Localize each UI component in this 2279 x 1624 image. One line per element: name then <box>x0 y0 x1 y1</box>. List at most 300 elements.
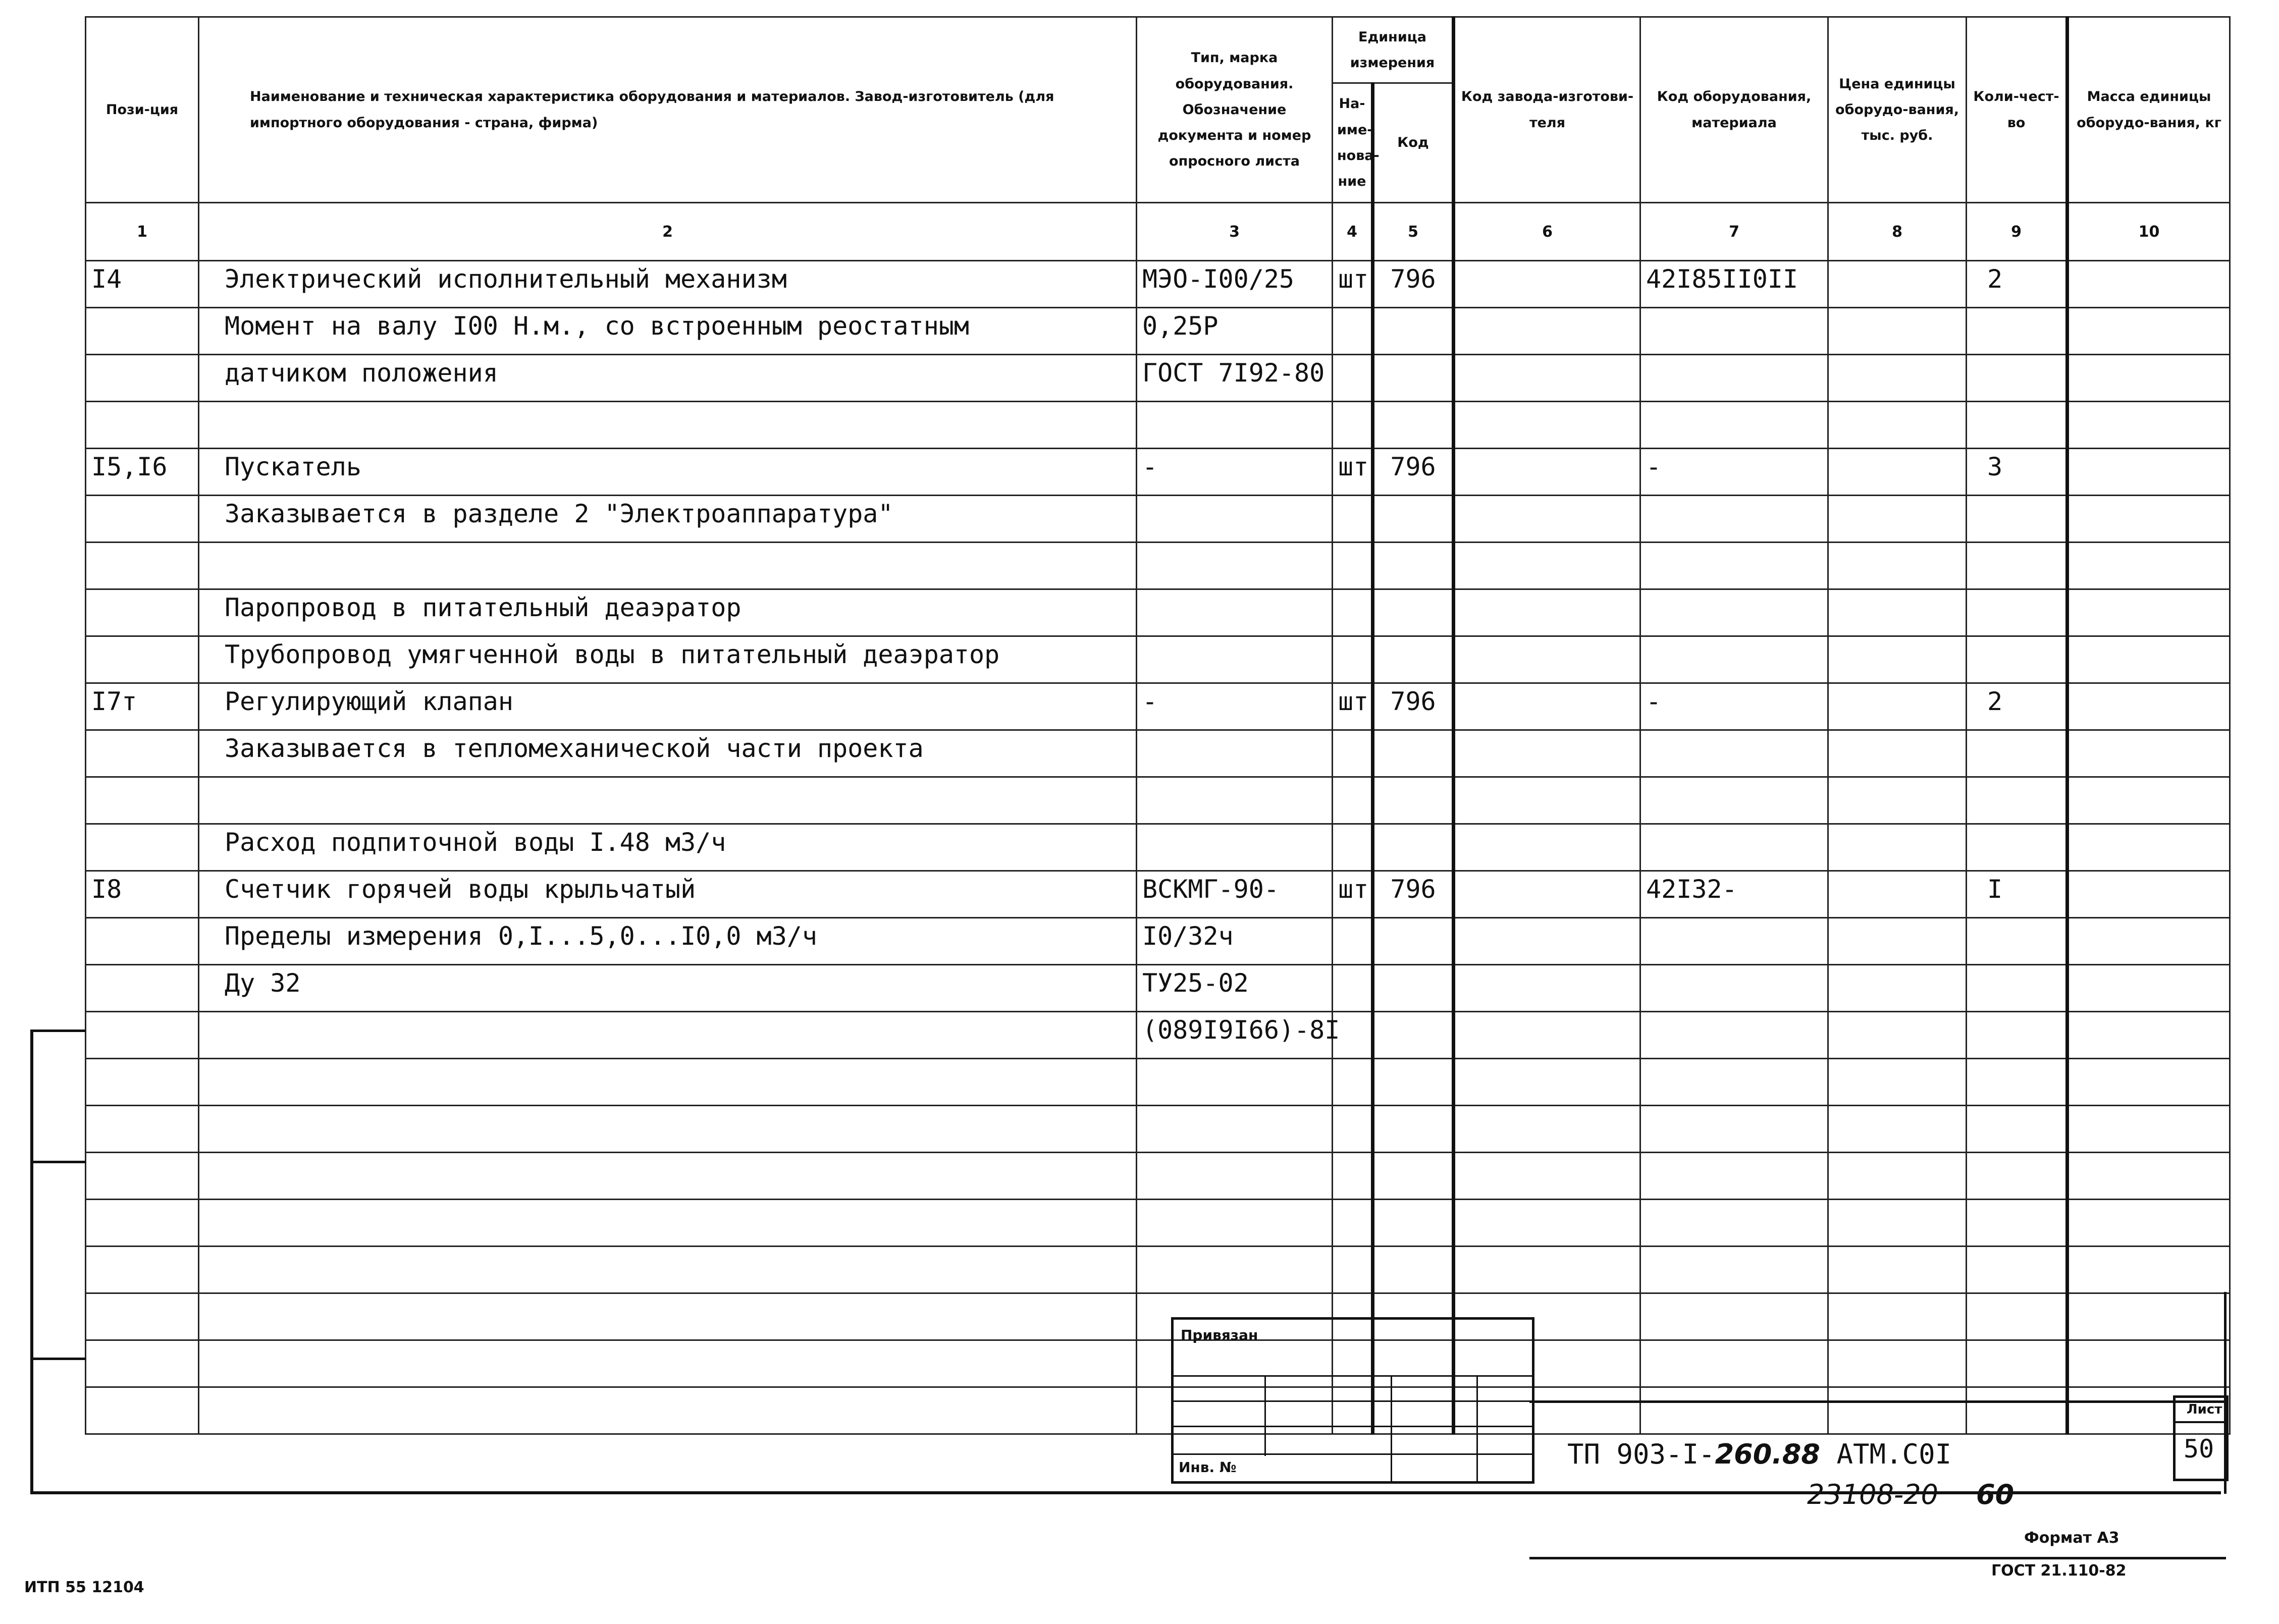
header-unit-name: На-име-нова-ние <box>1333 83 1373 203</box>
cell-unit-name: шт <box>1333 449 1373 496</box>
cell-plant-code <box>1454 1153 1640 1200</box>
column-number: 6 <box>1454 203 1640 261</box>
cell-price <box>1828 543 1967 589</box>
header-unit-group: Единица измерения <box>1333 17 1454 83</box>
cell-equipment-code <box>1640 543 1828 589</box>
cell-price <box>1828 1293 1967 1340</box>
cell-mass <box>2068 1200 2230 1247</box>
cell-position: I7т <box>86 683 199 730</box>
bound-stamp <box>1171 1317 1534 1484</box>
cell-type <box>1137 730 1333 777</box>
cell-type <box>1137 1106 1333 1153</box>
cell-quantity <box>1967 1340 2068 1387</box>
cell-mass <box>2068 777 2230 824</box>
cell-unit-code <box>1373 589 1454 636</box>
table-row <box>86 308 2230 355</box>
cell-quantity <box>1967 1153 2068 1200</box>
cell-unit-name <box>1333 918 1373 965</box>
cell-unit-name <box>1333 1106 1373 1153</box>
cell-type <box>1137 1153 1333 1200</box>
cell-name <box>199 1387 1137 1434</box>
cell-plant-code <box>1454 496 1640 543</box>
cell-price <box>1828 871 1967 918</box>
table-row <box>86 589 2230 636</box>
cell-type <box>1137 824 1333 871</box>
standard-label: ГОСТ 21.110-82 <box>1991 1562 2127 1580</box>
cell-unit-name <box>1333 965 1373 1012</box>
cell-type <box>1137 402 1333 449</box>
cell-name: Ду 32 <box>199 965 1137 1012</box>
cell-equipment-code <box>1640 1293 1828 1340</box>
cell-unit-code: 796 <box>1373 449 1454 496</box>
cell-position: I4 <box>86 261 199 308</box>
cell-price <box>1828 918 1967 965</box>
cell-equipment-code <box>1640 1387 1828 1434</box>
cell-quantity <box>1967 308 2068 355</box>
table-row <box>86 683 2230 730</box>
cell-plant-code <box>1454 918 1640 965</box>
sheet-box-divider <box>2176 1421 2226 1423</box>
cell-price <box>1828 730 1967 777</box>
cell-position <box>86 1153 199 1200</box>
cell-equipment-code <box>1640 730 1828 777</box>
cell-type <box>1137 1200 1333 1247</box>
cell-position <box>86 636 199 683</box>
cell-name: Пределы измерения 0,I...5,0...I0,0 м3/ч <box>199 918 1137 965</box>
cell-position <box>86 589 199 636</box>
cell-name: Паропровод в питательный деаэратор <box>199 589 1137 636</box>
table-row <box>86 543 2230 589</box>
cell-plant-code <box>1454 871 1640 918</box>
cell-mass <box>2068 918 2230 965</box>
cell-position <box>86 777 199 824</box>
cell-mass <box>2068 402 2230 449</box>
cell-quantity <box>1967 1387 2068 1434</box>
cell-position: I8 <box>86 871 199 918</box>
cell-quantity <box>1967 589 2068 636</box>
cell-price <box>1828 308 1967 355</box>
header-type: Тип, марка оборудования. Обозначение документа и номер опросного листа <box>1137 17 1333 203</box>
cell-unit-code <box>1373 1106 1454 1153</box>
cell-position <box>86 824 199 871</box>
cell-position <box>86 1387 199 1434</box>
cell-name: датчиком положения <box>199 355 1137 402</box>
cell-mass <box>2068 589 2230 636</box>
cell-plant-code <box>1454 355 1640 402</box>
cell-quantity <box>1967 1200 2068 1247</box>
cell-position <box>86 965 199 1012</box>
cell-unit-name <box>1333 355 1373 402</box>
cell-plant-code <box>1454 730 1640 777</box>
table-row <box>86 402 2230 449</box>
cell-quantity: I <box>1967 871 2068 918</box>
sheet-number-box <box>2173 1395 2229 1481</box>
cell-mass <box>2068 824 2230 871</box>
cell-equipment-code <box>1640 1059 1828 1106</box>
cell-quantity <box>1967 824 2068 871</box>
column-number: 10 <box>2068 203 2230 261</box>
cell-equipment-code <box>1640 1247 1828 1293</box>
header-equipment-code: Код оборудования, материала <box>1640 17 1828 203</box>
cell-name: Электрический исполнительный механизм <box>199 261 1137 308</box>
cell-price <box>1828 1200 1967 1247</box>
table-row <box>86 965 2230 1012</box>
cell-name <box>199 402 1137 449</box>
cell-equipment-code <box>1640 777 1828 824</box>
cell-price <box>1828 1340 1967 1387</box>
cell-unit-name: шт <box>1333 683 1373 730</box>
cell-unit-name: шт <box>1333 261 1373 308</box>
cell-name: Регулирующий клапан <box>199 683 1137 730</box>
cell-unit-name <box>1333 589 1373 636</box>
cell-position <box>86 730 199 777</box>
cell-unit-name <box>1333 777 1373 824</box>
document-code <box>1567 1438 1951 1470</box>
cell-equipment-code <box>1640 589 1828 636</box>
cell-type: (089I9I66)-8I <box>1137 1012 1333 1059</box>
table-row <box>86 1153 2230 1200</box>
cell-price <box>1828 1106 1967 1153</box>
cell-position <box>86 918 199 965</box>
document-code-handwritten: 260.88 <box>1715 1438 1820 1470</box>
stamp-row-line <box>1174 1426 1532 1427</box>
table-row <box>86 261 2230 308</box>
table-row <box>86 636 2230 683</box>
cell-plant-code <box>1454 777 1640 824</box>
cell-unit-code <box>1373 1153 1454 1200</box>
cell-type: ГОСТ 7I92-80 <box>1137 355 1333 402</box>
cell-type: - <box>1137 449 1333 496</box>
stamp-row-line <box>1174 1400 1532 1402</box>
header-quantity: Коли-чест-во <box>1967 17 2068 203</box>
cell-price <box>1828 261 1967 308</box>
cell-position <box>86 1012 199 1059</box>
cell-type <box>1137 777 1333 824</box>
cell-quantity <box>1967 402 2068 449</box>
cell-mass <box>2068 261 2230 308</box>
column-number: 1 <box>86 203 199 261</box>
cell-unit-code <box>1373 824 1454 871</box>
left-margin-tick <box>30 1358 86 1360</box>
cell-plant-code <box>1454 683 1640 730</box>
cell-unit-code <box>1373 308 1454 355</box>
cell-price <box>1828 1153 1967 1200</box>
cell-mass <box>2068 871 2230 918</box>
stamp-row-line <box>1174 1453 1532 1455</box>
cell-unit-code: 796 <box>1373 261 1454 308</box>
cell-type: I0/32ч <box>1137 918 1333 965</box>
cell-mass <box>2068 1059 2230 1106</box>
left-margin-tick <box>30 1030 86 1032</box>
cell-position <box>86 1200 199 1247</box>
cell-position <box>86 543 199 589</box>
cell-equipment-code: - <box>1640 683 1828 730</box>
cell-quantity <box>1967 777 2068 824</box>
cell-quantity <box>1967 543 2068 589</box>
table-row <box>86 1340 2230 1387</box>
cell-quantity: 3 <box>1967 449 2068 496</box>
cell-plant-code <box>1454 261 1640 308</box>
cell-equipment-code: 42I32- <box>1640 871 1828 918</box>
column-number: 8 <box>1828 203 1967 261</box>
cell-name <box>199 1153 1137 1200</box>
cell-unit-name <box>1333 730 1373 777</box>
cell-position <box>86 1106 199 1153</box>
cell-unit-name <box>1333 1153 1373 1200</box>
cell-type <box>1137 543 1333 589</box>
cell-position <box>86 1247 199 1293</box>
header-mass: Масса единицы оборудо-вания, кг <box>2068 17 2230 203</box>
table-row <box>86 449 2230 496</box>
cell-type: МЭО-I00/25 <box>1137 261 1333 308</box>
cell-name: Пускатель <box>199 449 1137 496</box>
cell-name <box>199 1293 1137 1340</box>
stamp-col-line <box>1391 1375 1392 1481</box>
table-row <box>86 871 2230 918</box>
document-code-suffix: АТМ.С0I <box>1820 1438 1952 1470</box>
cell-price <box>1828 1247 1967 1293</box>
cell-plant-code <box>1454 589 1640 636</box>
cell-quantity <box>1967 965 2068 1012</box>
table-row <box>86 1293 2230 1340</box>
column-number: 7 <box>1640 203 1828 261</box>
cell-type <box>1137 636 1333 683</box>
table-row <box>86 496 2230 543</box>
left-margin-line <box>30 1030 33 1494</box>
cell-name: Заказывается в разделе 2 "Электроаппаратура" <box>199 496 1137 543</box>
cell-price <box>1828 1012 1967 1059</box>
cell-plant-code <box>1454 402 1640 449</box>
cell-plant-code <box>1454 824 1640 871</box>
cell-unit-code <box>1373 1059 1454 1106</box>
cell-mass <box>2068 636 2230 683</box>
inv-label: Инв. № <box>1179 1459 1237 1476</box>
sheet-number: 50 <box>2184 1434 2214 1464</box>
cell-mass <box>2068 730 2230 777</box>
cell-name <box>199 1059 1137 1106</box>
cell-unit-name <box>1333 636 1373 683</box>
cell-mass <box>2068 1153 2230 1200</box>
print-code: ИТП 55 12104 <box>24 1579 144 1596</box>
cell-unit-name <box>1333 1200 1373 1247</box>
table-row <box>86 1200 2230 1247</box>
header-name: Наименование и техническая характеристика оборудования и материалов. Завод-изготовитель (для импортного оборудования - страна, фирма) <box>199 17 1137 203</box>
cell-type: - <box>1137 683 1333 730</box>
cell-quantity: 2 <box>1967 261 2068 308</box>
cell-name: Расход подпиточной воды I.48 м3/ч <box>199 824 1137 871</box>
cell-unit-code: 796 <box>1373 871 1454 918</box>
cell-quantity <box>1967 1106 2068 1153</box>
table-row <box>86 824 2230 871</box>
cell-unit-code <box>1373 918 1454 965</box>
cell-mass <box>2068 449 2230 496</box>
cell-mass <box>2068 683 2230 730</box>
cell-price <box>1828 636 1967 683</box>
cell-name: Трубопровод умягченной воды в питательный деаэратор <box>199 636 1137 683</box>
cell-mass <box>2068 1340 2230 1387</box>
cell-mass <box>2068 1012 2230 1059</box>
cell-plant-code <box>1454 1012 1640 1059</box>
cell-position <box>86 1059 199 1106</box>
cell-type <box>1137 1059 1333 1106</box>
cell-equipment-code <box>1640 1200 1828 1247</box>
cell-unit-code <box>1373 1247 1454 1293</box>
cell-type <box>1137 496 1333 543</box>
cell-name <box>199 777 1137 824</box>
cell-plant-code <box>1454 1247 1640 1293</box>
bottom-outer-line <box>1529 1557 2226 1559</box>
cell-name: Счетчик горячей воды крыльчатый <box>199 871 1137 918</box>
cell-quantity <box>1967 1293 2068 1340</box>
cell-unit-code <box>1373 1012 1454 1059</box>
cell-position: I5,I6 <box>86 449 199 496</box>
bound-label: Привязан <box>1181 1327 1258 1343</box>
cell-mass <box>2068 543 2230 589</box>
cell-price <box>1828 402 1967 449</box>
cell-quantity: 2 <box>1967 683 2068 730</box>
cell-price <box>1828 824 1967 871</box>
cell-price <box>1828 683 1967 730</box>
cell-price <box>1828 1387 1967 1434</box>
cell-type: ВСКМГ-90- <box>1137 871 1333 918</box>
cell-type <box>1137 1247 1333 1293</box>
header-unit-code: Код <box>1373 83 1454 203</box>
column-number: 2 <box>199 203 1137 261</box>
cell-name <box>199 1200 1137 1247</box>
left-margin-tick <box>30 1161 86 1163</box>
table-row <box>86 918 2230 965</box>
sheet-label: Лист <box>2187 1402 2222 1417</box>
cell-unit-name <box>1333 1059 1373 1106</box>
specification-table <box>85 16 2231 1435</box>
stamp-col-line <box>1476 1375 1478 1481</box>
cell-mass <box>2068 965 2230 1012</box>
cell-name <box>199 1012 1137 1059</box>
cell-unit-name <box>1333 543 1373 589</box>
cell-price <box>1828 777 1967 824</box>
cell-mass <box>2068 308 2230 355</box>
stamp-row-line <box>1174 1375 1532 1377</box>
format-label: Формат А3 <box>2024 1529 2119 1547</box>
cell-unit-code <box>1373 730 1454 777</box>
cell-quantity <box>1967 355 2068 402</box>
column-number: 4 <box>1333 203 1373 261</box>
cell-position <box>86 355 199 402</box>
cell-unit-code <box>1373 355 1454 402</box>
cell-unit-name <box>1333 1247 1373 1293</box>
table-row <box>86 1012 2230 1059</box>
cell-name <box>199 1340 1137 1387</box>
header-plant-code: Код завода-изготови-теля <box>1454 17 1640 203</box>
cell-name <box>199 1106 1137 1153</box>
cell-quantity <box>1967 1059 2068 1106</box>
table-row <box>86 777 2230 824</box>
cell-price <box>1828 965 1967 1012</box>
cell-unit-name <box>1333 496 1373 543</box>
cell-unit-code <box>1373 777 1454 824</box>
cell-unit-code <box>1373 543 1454 589</box>
cell-equipment-code: 42I85II0II <box>1640 261 1828 308</box>
cell-price <box>1828 1059 1967 1106</box>
cell-unit-name: шт <box>1333 871 1373 918</box>
cell-equipment-code <box>1640 402 1828 449</box>
cell-mass <box>2068 355 2230 402</box>
cell-equipment-code <box>1640 1106 1828 1153</box>
cell-quantity <box>1967 730 2068 777</box>
cell-position <box>86 1340 199 1387</box>
cell-mass <box>2068 496 2230 543</box>
cell-quantity <box>1967 918 2068 965</box>
cell-price <box>1828 496 1967 543</box>
cell-unit-name <box>1333 308 1373 355</box>
cell-position <box>86 402 199 449</box>
document-code-print: ТП 903-I- <box>1567 1438 1715 1470</box>
cell-unit-name <box>1333 402 1373 449</box>
cell-type: ТУ25-02 <box>1137 965 1333 1012</box>
table-row <box>86 1387 2230 1434</box>
archive-number: 23108-20 <box>1807 1479 1938 1510</box>
archive-page: 60 <box>1976 1479 2015 1510</box>
cell-equipment-code: - <box>1640 449 1828 496</box>
cell-quantity <box>1967 1247 2068 1293</box>
table-row <box>86 1059 2230 1106</box>
cell-name <box>199 543 1137 589</box>
cell-equipment-code <box>1640 824 1828 871</box>
cell-unit-code <box>1373 1200 1454 1247</box>
cell-plant-code <box>1454 965 1640 1012</box>
cell-type: 0,25Р <box>1137 308 1333 355</box>
cell-plant-code <box>1454 1059 1640 1106</box>
header-price: Цена единицы оборудо-вания, тыс. руб. <box>1828 17 1967 203</box>
title-block-top <box>1529 1400 2226 1403</box>
table-row <box>86 730 2230 777</box>
cell-mass <box>2068 1106 2230 1153</box>
table-row <box>86 355 2230 402</box>
table-row <box>86 1106 2230 1153</box>
cell-plant-code <box>1454 449 1640 496</box>
specification-body <box>86 261 2230 1434</box>
cell-mass <box>2068 1247 2230 1293</box>
cell-quantity <box>1967 636 2068 683</box>
cell-price <box>1828 589 1967 636</box>
cell-type <box>1137 589 1333 636</box>
column-number-row <box>86 203 2230 261</box>
cell-equipment-code <box>1640 496 1828 543</box>
stamp-col-line <box>1264 1375 1266 1456</box>
cell-price <box>1828 355 1967 402</box>
header-position: Пози-ция <box>86 17 199 203</box>
cell-plant-code <box>1454 1200 1640 1247</box>
cell-unit-code <box>1373 496 1454 543</box>
cell-equipment-code <box>1640 965 1828 1012</box>
cell-equipment-code <box>1640 1012 1828 1059</box>
cell-equipment-code <box>1640 1153 1828 1200</box>
cell-mass <box>2068 1293 2230 1340</box>
cell-name <box>199 1247 1137 1293</box>
header-row <box>86 17 2230 83</box>
cell-quantity <box>1967 496 2068 543</box>
column-number: 5 <box>1373 203 1454 261</box>
cell-name: Заказывается в тепломеханической части проекта <box>199 730 1137 777</box>
cell-unit-code <box>1373 965 1454 1012</box>
cell-price <box>1828 449 1967 496</box>
cell-name: Момент на валу I00 Н.м., со встроенным реостатным <box>199 308 1137 355</box>
cell-position <box>86 1293 199 1340</box>
cell-plant-code <box>1454 636 1640 683</box>
cell-equipment-code <box>1640 355 1828 402</box>
cell-unit-code <box>1373 402 1454 449</box>
cell-equipment-code <box>1640 308 1828 355</box>
